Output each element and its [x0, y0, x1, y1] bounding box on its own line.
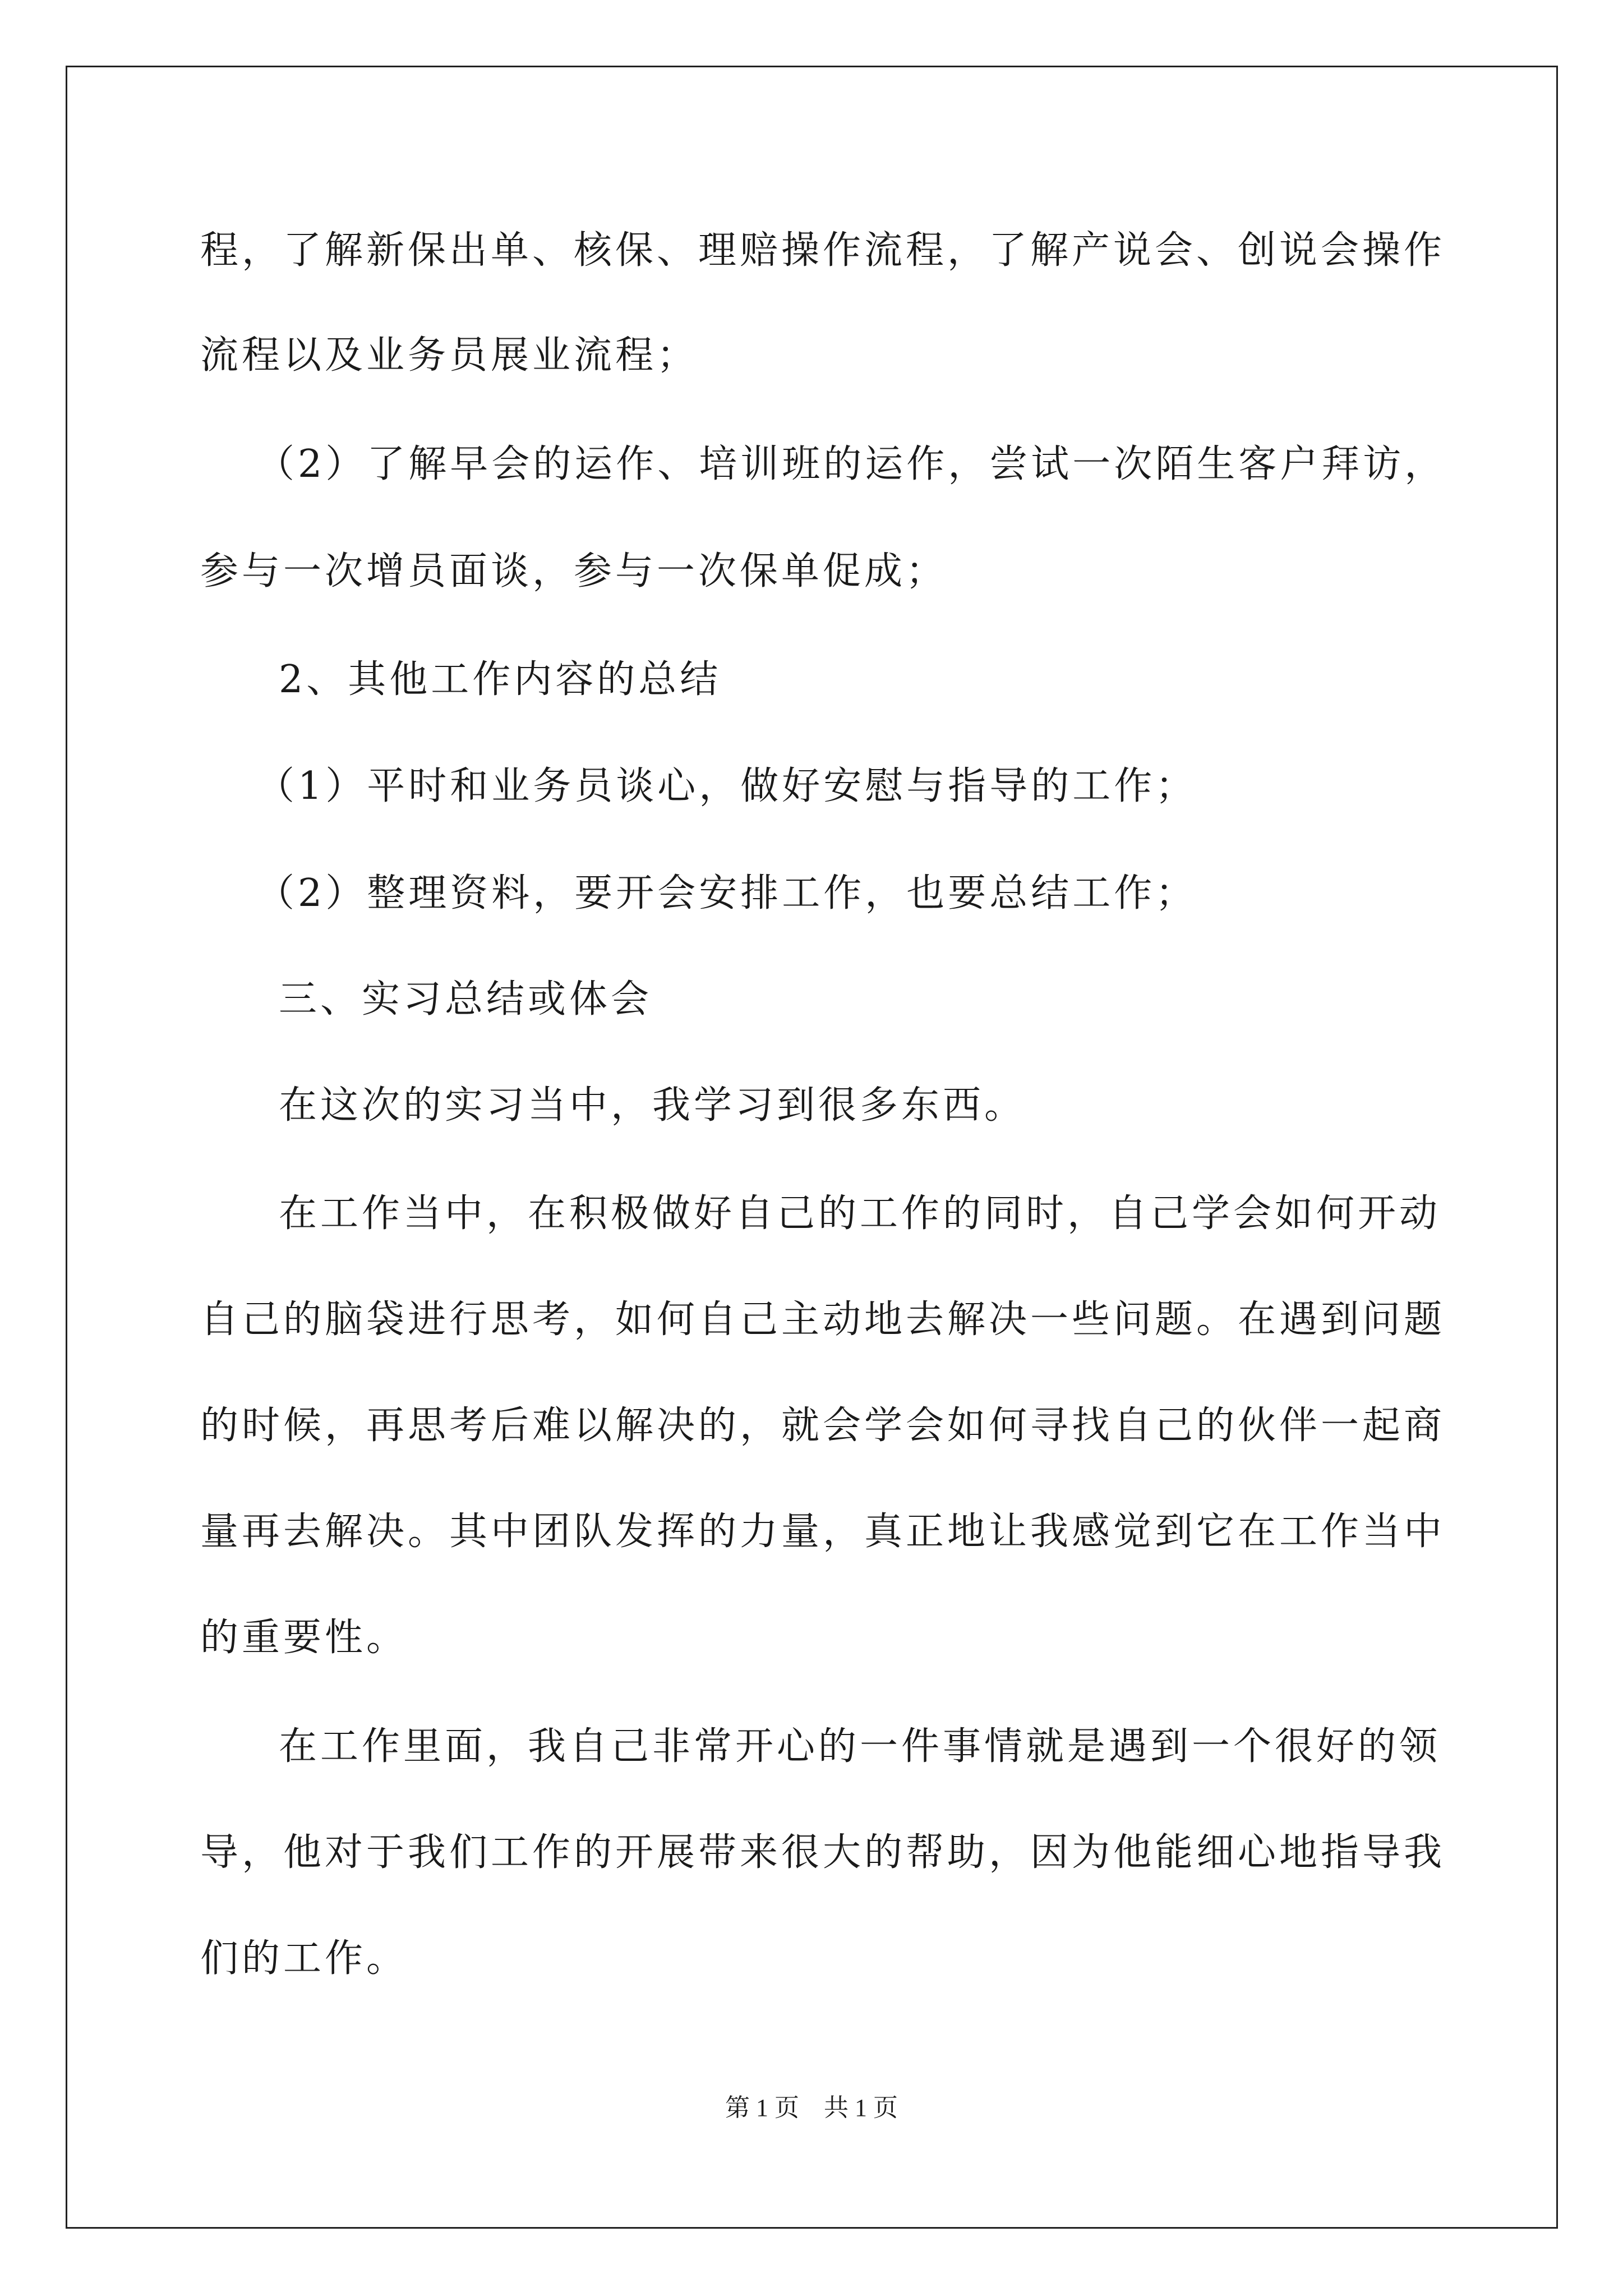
text-line-3: （2）了解早会的运作、培训班的运作，尝试一次陌生客户拜访，	[256, 442, 1446, 486]
page-footer: 第 1 页 共 1 页	[725, 2094, 898, 2122]
text-line-1: 程，了解新保出单、核保、理赔操作流程，了解产说会、创说会操作	[200, 228, 1446, 273]
text-line-11: 自己的脑袋进行思考，如何自己主动地去解决一些问题。在遇到问题	[200, 1297, 1446, 1342]
text-line-17: 们的工作。	[200, 1936, 408, 1981]
text-line-2: 流程以及业务员展业流程；	[200, 333, 699, 378]
text-line-6: （1）平时和业务员谈心，做好安慰与指导的工作；	[256, 764, 1197, 808]
section-heading-3: 三、实习总结或体会	[279, 977, 653, 1022]
text-line-14: 的重要性。	[200, 1616, 408, 1660]
text-line-13: 量再去解决。其中团队发挥的力量，真正地让我感觉到它在工作当中	[200, 1510, 1446, 1554]
text-line-16: 导，他对于我们工作的开展带来很大的帮助，因为他能细心地指导我	[200, 1830, 1446, 1875]
section-heading-2: 2、其他工作内容的总结	[279, 657, 722, 702]
text-line-4: 参与一次增员面谈，参与一次保单促成；	[200, 549, 948, 593]
text-line-10: 在工作当中，在积极做好自己的工作的同时，自己学会如何开动	[279, 1191, 1441, 1236]
text-line-7: （2）整理资料，要开会安排工作，也要总结工作；	[256, 871, 1197, 915]
document-body	[200, 0, 1456, 2296]
text-line-9: 在这次的实习当中，我学习到很多东西。	[279, 1083, 1026, 1128]
text-line-12: 的时候，再思考后难以解决的，就会学会如何寻找自己的伙伴一起商	[200, 1404, 1446, 1448]
text-line-15: 在工作里面，我自己非常开心的一件事情就是遇到一个很好的领	[279, 1724, 1441, 1769]
